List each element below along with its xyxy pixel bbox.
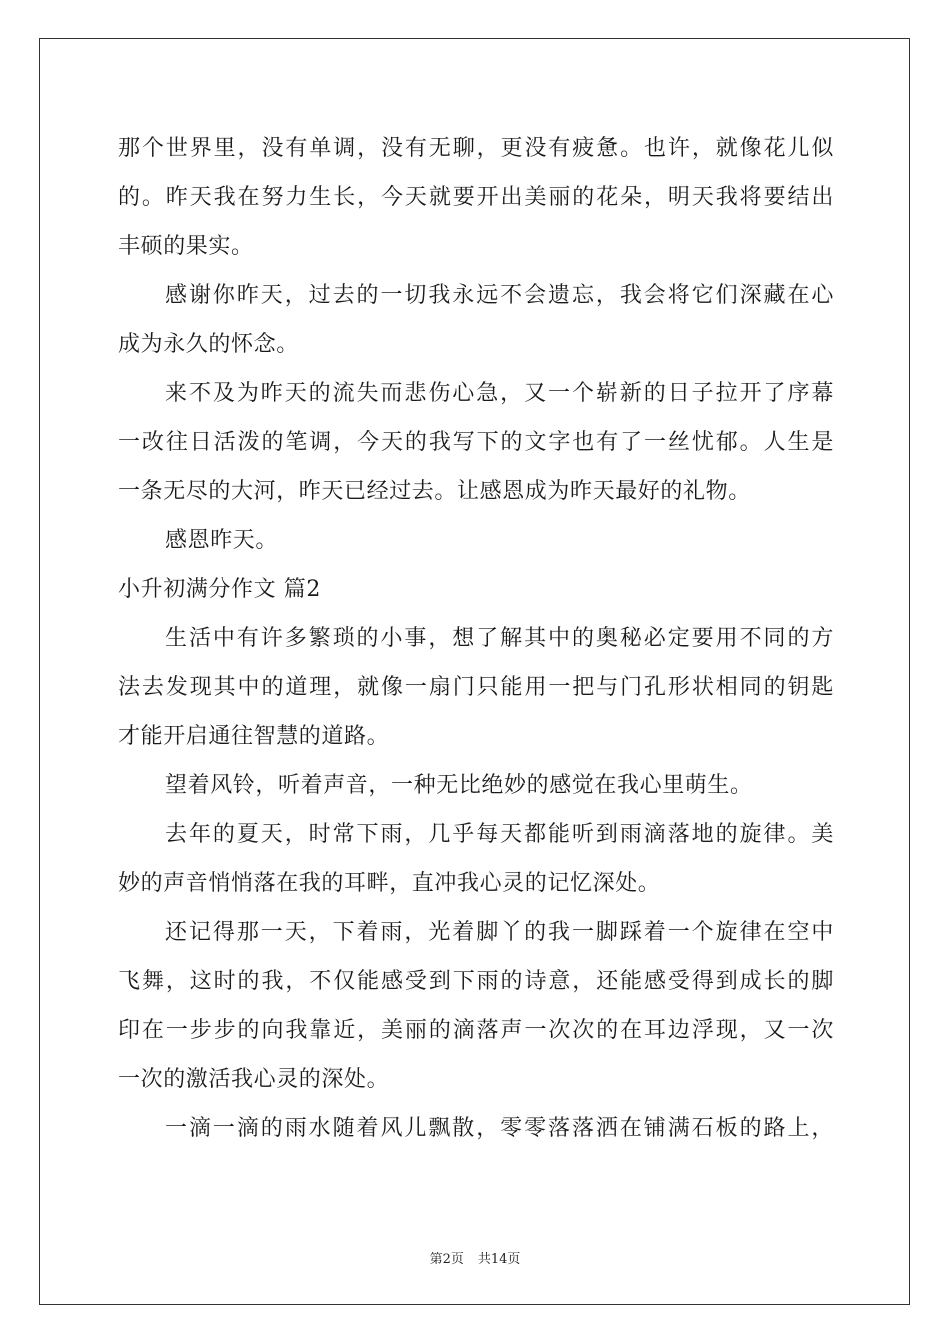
text-line: 印在一步步的向我靠近，美丽的滴落声一次次的在耳边浮现，又一次 xyxy=(118,1018,834,1043)
text-line: 望着风铃，听着声音，一种无比绝妙的感觉在我心里萌生。 xyxy=(165,773,753,798)
text-line: 来不及为昨天的流失而悲伤心急，又一个崭新的日子拉开了序幕 xyxy=(165,381,834,406)
text-line: 成为永久的怀念。 xyxy=(118,332,299,357)
text-line: 才能开启通往智慧的道路。 xyxy=(118,724,390,749)
text-line: 一改往日活泼的笔调，今天的我写下的文字也有了一丝忧郁。人生是 xyxy=(118,430,834,455)
text-line: 飞舞，这时的我，不仅能感受到下雨的诗意，还能感受得到成长的脚 xyxy=(118,969,834,994)
text-line: 那个世界里，没有单调，没有无聊，更没有疲惫。也许，就像花儿似 xyxy=(118,136,834,161)
text-line: 法去发现其中的道理，就像一扇门只能用一把与门孔形状相同的钥匙 xyxy=(118,675,834,700)
document-body xyxy=(118,124,834,1153)
text-line: 感谢你昨天，过去的一切我永远不会遗忘，我会将它们深藏在心 xyxy=(165,283,834,308)
text-line: 生活中有许多繁琐的小事，想了解其中的奥秘必定要用不同的方 xyxy=(165,626,834,651)
page-total: 共14页 xyxy=(477,1252,521,1267)
text-line: 一滴一滴的雨水随着风儿飘散，零零落落洒在铺满石板的路上， xyxy=(165,1116,834,1141)
text-line: 去年的夏天，时常下雨，几乎每天都能听到雨滴落地的旋律。美 xyxy=(165,822,834,847)
page-footer xyxy=(0,1248,950,1267)
text-line: 一条无尽的大河，昨天已经过去。让感恩成为昨天最好的礼物。 xyxy=(118,479,751,504)
text-line: 一次的激活我心灵的深处。 xyxy=(118,1067,390,1092)
text-line: 还记得那一天，下着雨，光着脚丫的我一脚踩着一个旋律在空中 xyxy=(165,920,834,945)
text-line: 妙的声音悄悄落在我的耳畔，直冲我心灵的记忆深处。 xyxy=(118,871,661,896)
text-line: 的。昨天我在努力生长，今天就要开出美丽的花朵，明天我将要结出 xyxy=(118,185,834,210)
text-line: 丰硕的果实。 xyxy=(118,234,254,259)
section-heading: 小升初满分作文 篇2 xyxy=(118,577,321,602)
page-number: 第2页 xyxy=(429,1252,464,1267)
text-line: 感恩昨天。 xyxy=(165,528,279,553)
